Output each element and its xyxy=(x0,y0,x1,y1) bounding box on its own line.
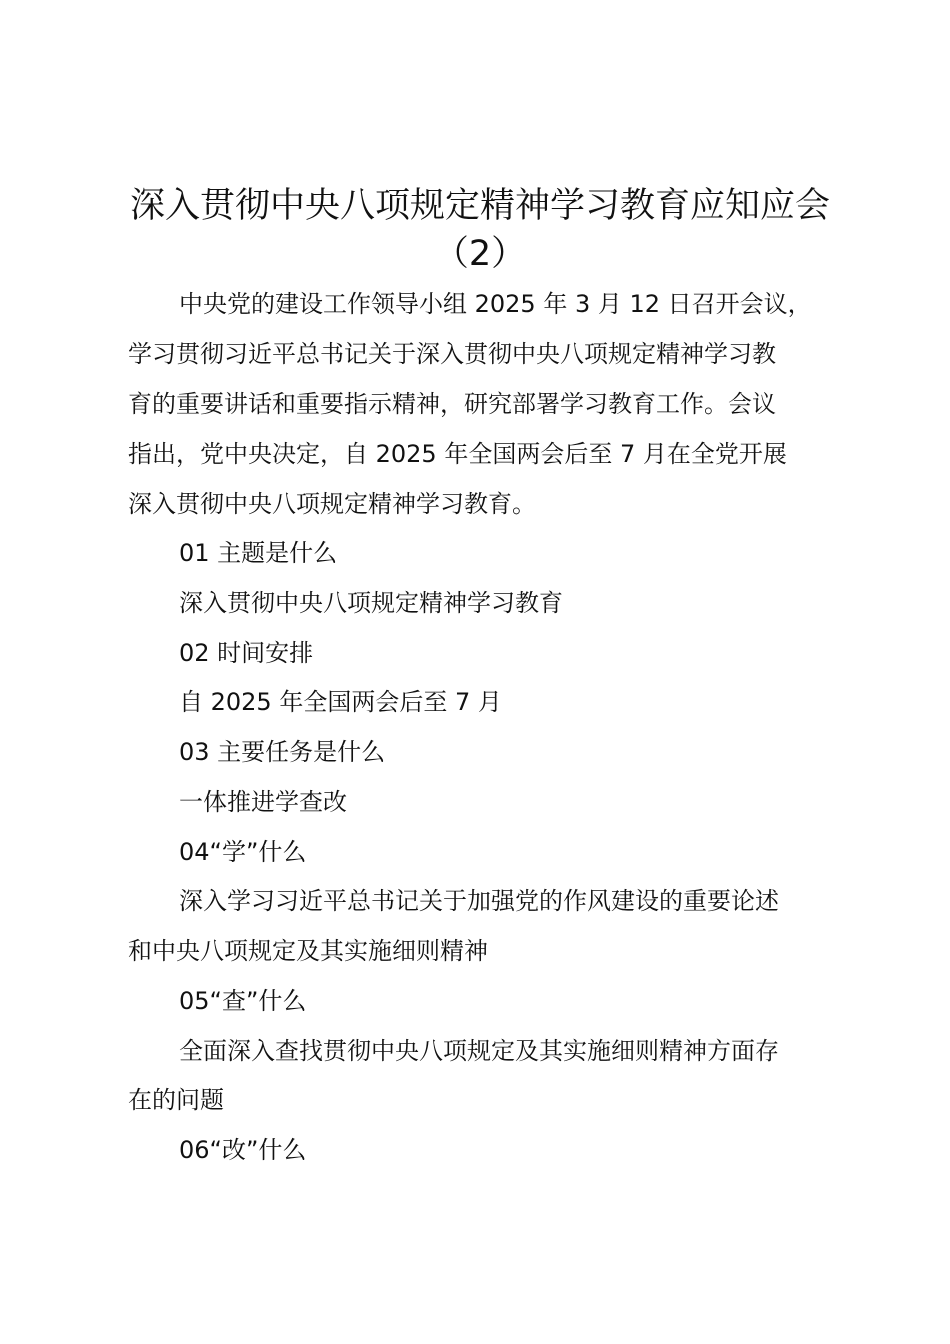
section-answer: 自 2025 年全国两会后至 7 月 xyxy=(179,688,502,716)
section-heading: 01 主题是什么 xyxy=(179,539,338,567)
document-title-number: （2） xyxy=(433,234,527,274)
section-heading: 06“改”什么 xyxy=(179,1136,307,1164)
section-heading: 04“学”什么 xyxy=(179,838,307,866)
intro-line: 学习贯彻习近平总书记关于深入贯彻中央八项规定精神学习教 xyxy=(128,340,776,368)
section-heading: 03 主要任务是什么 xyxy=(179,738,386,766)
section-heading: 05“查”什么 xyxy=(179,987,307,1015)
section-answer: 一体推进学查改 xyxy=(179,788,347,816)
document-title: 深入贯彻中央八项规定精神学习教育应知应会 xyxy=(129,186,830,226)
section-heading: 02 时间安排 xyxy=(179,639,314,667)
intro-line: 育的重要讲话和重要指示精神，研究部署学习教育工作。会议 xyxy=(128,390,776,418)
section-answer: 在的问题 xyxy=(128,1086,224,1114)
section-answer: 深入学习习近平总书记关于加强党的作风建设的重要论述 xyxy=(179,887,779,915)
intro-line: 中央党的建设工作领导小组 2025 年 3 月 12 日召开会议， xyxy=(179,290,812,318)
section-answer: 深入贯彻中央八项规定精神学习教育 xyxy=(179,589,563,617)
section-answer: 全面深入查找贯彻中央八项规定及其实施细则精神方面存 xyxy=(179,1037,779,1065)
intro-line: 深入贯彻中央八项规定精神学习教育。 xyxy=(128,490,536,518)
intro-line: 指出，党中央决定，自 2025 年全国两会后至 7 月在全党开展 xyxy=(128,440,787,468)
section-answer: 和中央八项规定及其实施细则精神 xyxy=(128,937,488,965)
